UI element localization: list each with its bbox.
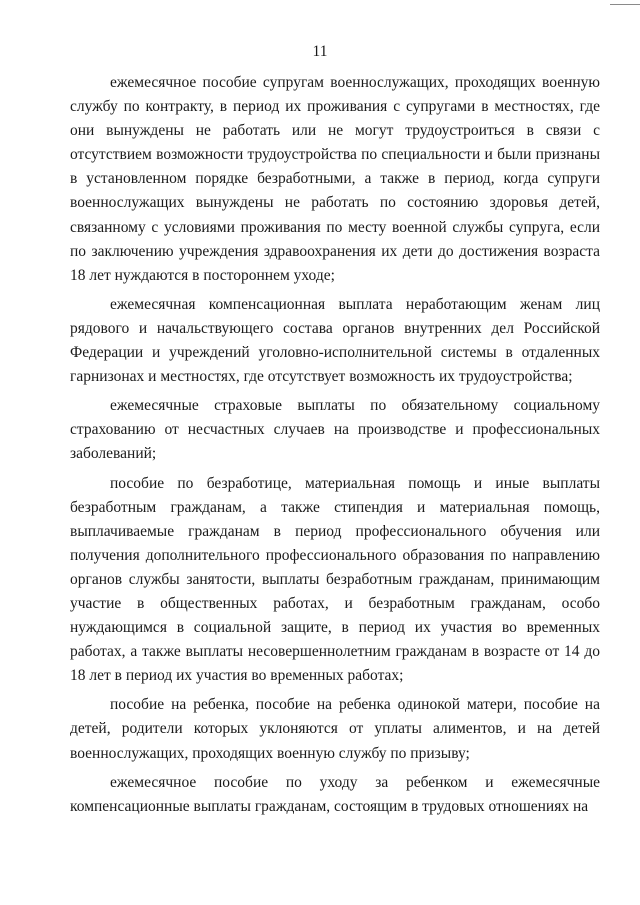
paragraph-childcare-allowance: ежемесячное пособие по уходу за ребенком и ежемесячные компенсационные выплаты гражданам, состоящим в трудовых отношениях на xyxy=(70,773,600,815)
scan-edge-mark xyxy=(610,4,640,5)
paragraph-compensation-wives: ежемесячная компенсационная выплата неработающим женам лиц рядового и начальствующего состава органов внутренних дел Российской Федерации и учреждений уголовно-исполнительной системы в отдаленных гарнизонах и местностях, где отсутствует возможность их трудоустройства; xyxy=(70,295,600,386)
paragraph-insurance-payments: ежемесячные страховые выплаты по обязательному социальному страхованию от несчастных случаев на производстве и профессиональных заболеваний; xyxy=(70,397,600,463)
page-number: 11 xyxy=(312,43,328,60)
paragraph-unemployment-benefit: пособие по безработице, материальная помощь и иные выплаты безработным гражданам, а также стипендия и материальная помощь, выплачиваемые гражданам в период профессионального обучения или получения дополнительного профессионального образования по направлению органов службы занятости, выплаты безработным гражданам, принимающим участие в общественных работах, и безработным гражданам, особо нуждающимся в социальной защите, в период их участия во временных работах, а также выплаты несовершеннолетним гражданам в возрасте от 14 до 18 лет в период их участия во временных работах; xyxy=(70,474,600,685)
document-body xyxy=(70,71,600,824)
paragraph-spouse-allowance: ежемесячное пособие супругам военнослужащих, проходящих военную службу по контракту, в период их проживания с супругами в местностях, где они вынуждены не работать или не могут трудоустроиться в связи с отсутствием возможности трудоустройства по специальности и были признаны в установленном порядке безработными, а также в период, когда супруги военнослужащих вынуждены не работать по состоянию здоровья детей, связанному с условиями проживания по месту военной службы супруга, если по заключению учреждения здравоохранения их дети до достижения возраста 18 лет нуждаются в постороннем уходе; xyxy=(70,74,600,284)
paragraph-child-benefit: пособие на ребенка, пособие на ребенка одинокой матери, пособие на детей, родители которых уклоняются от уплаты алиментов, и на детей военнослужащих, проходящих военную службу по призыву; xyxy=(70,696,600,762)
